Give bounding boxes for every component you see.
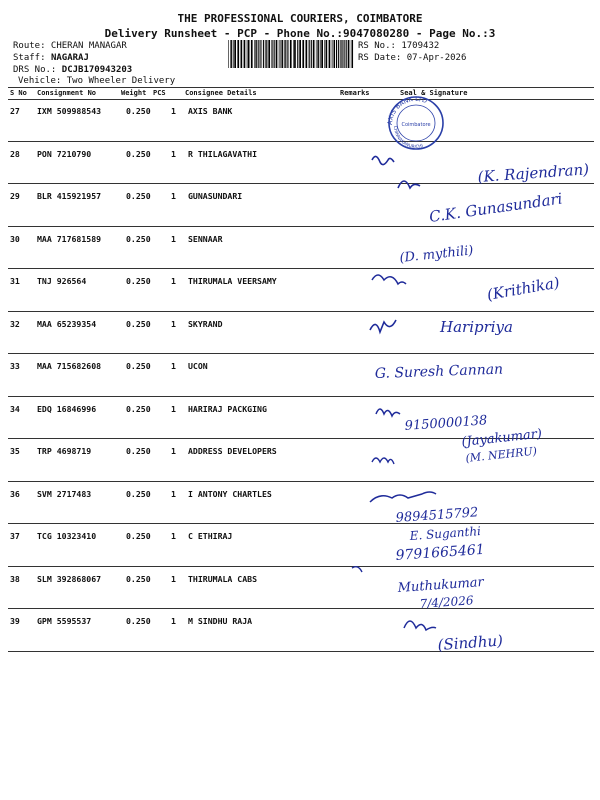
hw-jayakumar: (Jayakumar) xyxy=(460,426,543,450)
barcode-bar xyxy=(309,40,310,68)
hw-rajendran: (K. Rajendran) xyxy=(477,160,590,186)
rs-date: RS Date: 07-Apr-2026 xyxy=(358,53,467,63)
row-weight: 0.250 xyxy=(126,531,151,541)
table-row xyxy=(8,483,594,525)
row-rule xyxy=(8,353,594,354)
row-consignment-no: MAA 717681589 xyxy=(37,233,102,244)
barcode-bar xyxy=(256,40,257,68)
hw-phone-37: 9791665461 xyxy=(395,541,486,564)
barcode-bar xyxy=(268,40,270,68)
row-consignment-no: TRP 4698719 xyxy=(37,446,92,456)
table-row xyxy=(8,100,594,142)
row-weight: 0.250 xyxy=(126,361,151,371)
row-weight: 0.250 xyxy=(126,233,151,244)
runsheet-title: Delivery Runsheet - PCP - Phone No.:9047080280 - Page No.:3 xyxy=(104,27,496,40)
table-row xyxy=(8,228,594,270)
col-remarks: Remarks xyxy=(340,89,370,97)
row-consignment-no: SLM 392868067 xyxy=(37,573,102,584)
barcode-bar xyxy=(297,40,298,68)
barcode-bar xyxy=(313,40,315,68)
barcode-bar xyxy=(338,40,339,68)
barcode-bar xyxy=(265,40,266,68)
row-weight: 0.250 xyxy=(126,191,151,201)
row-consignee: SENNAAR xyxy=(188,233,223,244)
barcode-bar xyxy=(290,40,292,68)
row-sno: 32 xyxy=(10,318,20,329)
barcode-bar xyxy=(271,40,272,68)
barcode-bar xyxy=(251,40,253,68)
barcode-bar xyxy=(266,40,267,68)
row-rule xyxy=(8,268,594,269)
vehicle-label: Vehicle: Two Wheeler Delivery xyxy=(18,76,176,86)
hw-gunasundari: C.K. Gunasundari xyxy=(428,189,564,226)
barcode-bar xyxy=(274,40,275,68)
row-pcs: 1 xyxy=(171,446,176,456)
barcode-bar xyxy=(247,40,248,68)
barcode-bar xyxy=(324,40,325,68)
row-weight: 0.250 xyxy=(126,106,151,116)
barcode-bar xyxy=(276,40,278,68)
row-rule xyxy=(8,141,594,142)
row-consignment-no: PON 7210790 xyxy=(37,148,92,159)
barcode-bar xyxy=(326,40,328,68)
drs-line xyxy=(13,65,132,75)
row-sno: 37 xyxy=(10,531,20,541)
row-consignment-no: MAA 65239354 xyxy=(37,318,97,329)
row-consignment-no: EDQ 16846996 xyxy=(37,403,97,414)
row-rule xyxy=(8,481,594,482)
row-pcs: 1 xyxy=(171,616,176,626)
stamp-text-center: Coimbatore xyxy=(401,122,431,128)
barcode-bar xyxy=(341,40,342,68)
row-weight: 0.250 xyxy=(126,276,151,286)
barcode-bar xyxy=(231,40,232,68)
row-consignee: UCON xyxy=(188,361,208,371)
row-sno: 29 xyxy=(10,191,20,201)
row-consignee: M SINDHU RAJA xyxy=(188,616,253,626)
row-consignee: C ETHIRAJ xyxy=(188,531,233,541)
row-pcs: 1 xyxy=(171,318,176,329)
table-row xyxy=(8,355,594,397)
hw-phone-34: 9150000138 xyxy=(404,413,488,434)
barcode-bar xyxy=(234,40,236,68)
barcode-bar xyxy=(258,40,259,68)
row-sno: 36 xyxy=(10,488,20,499)
barcode-bar xyxy=(284,40,285,68)
barcode-bar xyxy=(260,40,261,68)
row-sno: 27 xyxy=(10,106,20,116)
hw-mythili: (D. mythili) xyxy=(398,243,475,266)
table-row xyxy=(8,440,594,482)
hw-nehru: (M. NEHRU) xyxy=(464,444,538,465)
row-rule xyxy=(8,226,594,227)
barcode-bar xyxy=(340,40,341,68)
col-sno: S No xyxy=(10,89,27,97)
barcode-bar xyxy=(334,40,335,68)
row-rule xyxy=(8,396,594,397)
row-consignee: I ANTONY CHARTLES xyxy=(188,488,272,499)
row-rule xyxy=(8,183,594,184)
row-sno: 33 xyxy=(10,361,20,371)
barcode-bar xyxy=(311,40,312,68)
barcode-bar xyxy=(228,40,229,68)
row-consignee: SKYRAND xyxy=(188,318,223,329)
row-weight: 0.250 xyxy=(126,573,151,584)
row-consignment-no: SVM 2717483 xyxy=(37,488,92,499)
row-rule xyxy=(8,523,594,524)
row-consignment-no: TNJ 926564 xyxy=(37,276,87,286)
barcode-bar xyxy=(302,40,304,68)
barcode-bar xyxy=(346,40,347,68)
table-row xyxy=(8,143,594,185)
header-top-rule xyxy=(8,87,594,88)
barcode-bar xyxy=(321,40,323,68)
row-weight: 0.250 xyxy=(126,616,151,626)
barcode-bar xyxy=(318,40,319,68)
barcode-bar xyxy=(244,40,246,68)
hw-muthukumar: Muthukumar xyxy=(397,575,485,596)
table-row xyxy=(8,568,594,610)
barcode-bar xyxy=(280,40,281,68)
row-sno: 34 xyxy=(10,403,20,414)
staff-line xyxy=(13,53,89,63)
row-pcs: 1 xyxy=(171,106,176,116)
barcode-bar xyxy=(351,40,352,68)
barcode-bar xyxy=(285,40,286,68)
staff-label: Staff: xyxy=(13,53,51,63)
row-consignee: THIRUMALA VEERSAMY xyxy=(188,276,277,286)
hw-krithika: (Krithika) xyxy=(485,273,561,304)
table-row xyxy=(8,313,594,355)
row-rule xyxy=(8,566,594,567)
company-title: THE PROFESSIONAL COURIERS, COIMBATORE xyxy=(177,12,423,25)
row-rule xyxy=(8,651,594,652)
hw-date: 7/4/2026 xyxy=(419,593,474,611)
row-pcs: 1 xyxy=(171,191,176,201)
barcode-bar xyxy=(255,40,256,68)
row-consignment-no: BLR 415921957 xyxy=(37,191,102,201)
row-weight: 0.250 xyxy=(126,148,151,159)
row-sno: 38 xyxy=(10,573,20,584)
barcode-bar xyxy=(248,40,250,68)
row-pcs: 1 xyxy=(171,573,176,584)
row-rule xyxy=(8,311,594,312)
barcode-bar xyxy=(233,40,234,68)
barcode-bar xyxy=(281,40,282,68)
hw-suganthi: E. Suganthi xyxy=(409,524,482,543)
barcode-image xyxy=(228,40,354,68)
barcode-bar xyxy=(230,40,231,68)
barcode-bar xyxy=(293,40,294,68)
barcode-bar xyxy=(329,40,331,68)
barcode-bar xyxy=(254,40,255,68)
row-consignee: GUNASUNDARI xyxy=(188,191,243,201)
table-row xyxy=(8,610,594,652)
row-consignee: R THILAGAVATHI xyxy=(188,148,258,159)
row-pcs: 1 xyxy=(171,403,176,414)
row-pcs: 1 xyxy=(171,531,176,541)
barcode-bar xyxy=(320,40,321,68)
row-weight: 0.250 xyxy=(126,403,151,414)
row-weight: 0.250 xyxy=(126,446,151,456)
table-row xyxy=(8,525,594,567)
row-sno: 39 xyxy=(10,616,20,626)
hw-phone-36: 9894515792 xyxy=(395,505,479,526)
hw-suresh: G. Suresh Cannan xyxy=(374,361,504,382)
barcode-bar xyxy=(241,40,243,68)
barcode-bar xyxy=(282,40,283,68)
row-rule xyxy=(8,608,594,609)
row-pcs: 1 xyxy=(171,488,176,499)
barcode-bar xyxy=(263,40,264,68)
barcode-bar xyxy=(262,40,263,68)
row-sno: 35 xyxy=(10,446,20,456)
hw-haripriya: Haripriya xyxy=(440,318,513,336)
row-consignment-no: MAA 715682608 xyxy=(37,361,102,371)
row-pcs: 1 xyxy=(171,361,176,371)
col-consignee: Consignee Details xyxy=(185,89,257,97)
barcode-bar xyxy=(237,40,239,68)
row-rule xyxy=(8,438,594,439)
col-consignment: Consignment No xyxy=(37,89,97,97)
staff-value: NAGARAJ xyxy=(50,53,89,63)
hw-sindhu: (Sindhu) xyxy=(437,631,504,654)
row-consignment-no: TCG 10323410 xyxy=(37,531,97,541)
barcode-bar xyxy=(306,40,308,68)
barcode-bar xyxy=(332,40,333,68)
barcode-bar xyxy=(336,40,337,68)
row-sno: 31 xyxy=(10,276,20,286)
row-consignee: THIRUMALA CABS xyxy=(188,573,258,584)
barcode-bar xyxy=(342,40,343,68)
barcode-bar xyxy=(344,40,345,68)
barcode-bar xyxy=(317,40,318,68)
barcode-bar xyxy=(279,40,280,68)
table-row xyxy=(8,398,594,440)
stamp-text-bottom: CHINNAKANURICHI xyxy=(391,125,424,151)
drs-label: DRS No.: xyxy=(13,65,62,75)
row-consignee: ADDRESS DEVELOPERS xyxy=(188,446,277,456)
row-weight: 0.250 xyxy=(126,318,151,329)
row-consignee: HARIRAJ PACKGING xyxy=(188,403,267,414)
drs-value: DCJB170943203 xyxy=(61,65,133,75)
barcode-bar xyxy=(316,40,317,68)
row-sno: 28 xyxy=(10,148,20,159)
barcode-bar xyxy=(299,40,301,68)
barcode-bar xyxy=(294,40,296,68)
row-pcs: 1 xyxy=(171,276,176,286)
row-pcs: 1 xyxy=(171,233,176,244)
barcode-bar xyxy=(287,40,288,68)
table-row xyxy=(8,185,594,227)
table-row xyxy=(8,270,594,312)
barcode-bar xyxy=(333,40,334,68)
stamp-text-top: AXIS BANK LTD xyxy=(385,94,429,126)
row-weight: 0.250 xyxy=(126,488,151,499)
row-sno: 30 xyxy=(10,233,20,244)
row-pcs: 1 xyxy=(171,148,176,159)
route-label: Route: CHERAN MANAGAR xyxy=(13,41,127,51)
rs-number: RS No.: 1709432 xyxy=(358,41,440,51)
col-seal-signature: Seal & Signature xyxy=(400,89,468,97)
barcode-bar xyxy=(352,40,353,68)
col-pcs: PCS xyxy=(153,89,166,97)
barcode-bar xyxy=(348,40,350,68)
row-consignment-no: GPM 5595537 xyxy=(37,616,92,626)
col-weight: Weight xyxy=(121,89,147,97)
row-consignee: AXIS BANK xyxy=(188,106,233,116)
row-consignment-no: IXM 509988543 xyxy=(37,106,102,116)
